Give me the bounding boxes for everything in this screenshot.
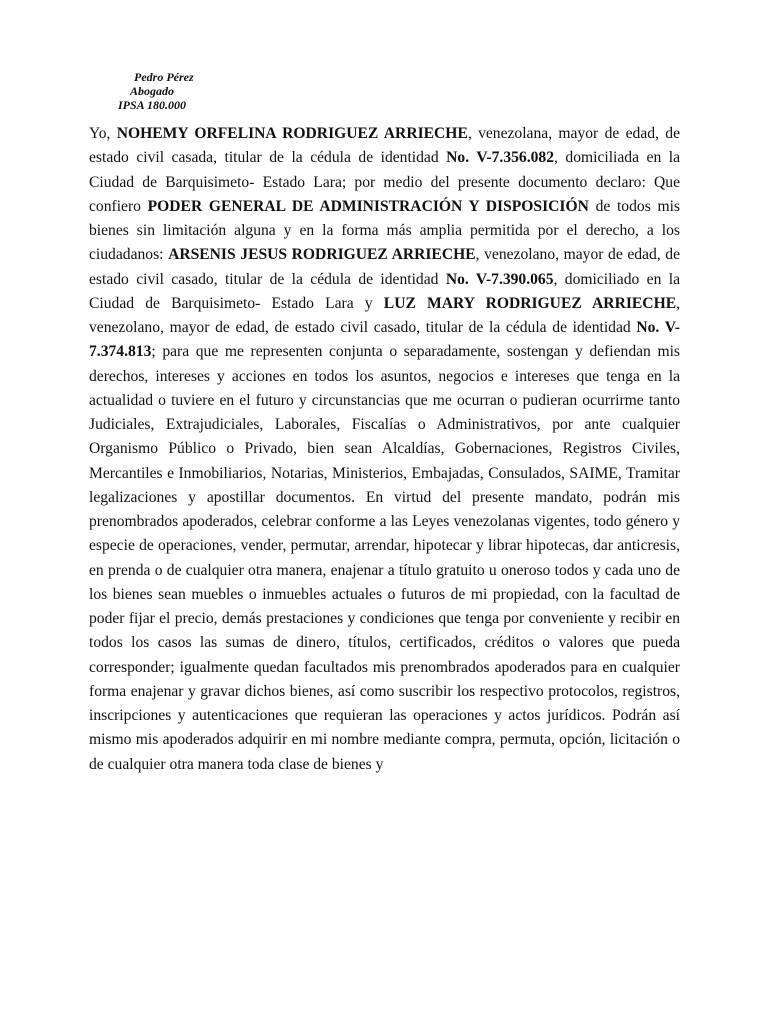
text-run: , venezolano, mayor de edad, de estado civil casado, titular de la cédula de identidad bbox=[89, 294, 681, 336]
text-run: Yo, bbox=[89, 125, 117, 142]
text-run: , domiciliado en la Ciudad de Barquisimeto- Estado Lara y bbox=[89, 270, 680, 312]
bold-text-run: PODER GENERAL DE ADMINISTRACIÓN Y DISPOSICIÓN bbox=[147, 197, 589, 215]
lawyer-ipsa-number: IPSA 180.000 bbox=[118, 98, 187, 112]
bold-text-run: No. V-7.374.813 bbox=[89, 319, 680, 361]
text-run: de todos mis bienes sin limitación alguna y en la forma más amplia permitida por el derecho, a los ciudadanos: bbox=[89, 197, 680, 264]
text-run: , domiciliada en la Ciudad de Barquisimeto- Estado Lara; por medio del presente documento declaro: Que confiero bbox=[89, 149, 680, 215]
text-run: , venezolana, mayor de edad, de estado civil casada, titular de la cédula de identidad bbox=[89, 125, 681, 167]
bold-text-run: LUZ MARY RODRIGUEZ ARRIECHE bbox=[383, 294, 677, 312]
text-run: , venezolano, mayor de edad, de estado civil casado, titular de la cédula de identidad bbox=[89, 246, 680, 288]
bold-text-run: ARSENIS JESUS RODRIGUEZ ARRIECHE bbox=[168, 246, 476, 264]
text-run: ; para que me representen conjunta o separadamente, sostengan y defiendan mis derechos, intereses y acciones en todos los asuntos, negocios e intereses que tenga en la actualidad o tuviere en el futuro y circunstancias que me ocurran o pudieran ocurrirme tanto Judiciales, Extrajudiciales, Laborales, Fiscalías o Administrativos, por ante cualquier Organismo Público o Privado, bien sean Alcaldías, Gobernaciones, Registros Civiles, Mercantiles e Inmobiliarios, Notarias, Ministerios, Embajadas, Consulados, SAIME, Tramitar legalizaciones y apostillar documentos. En virtud del presente mandato, podrán mis prenombrados apoderados, celebrar conforme a las Leyes venezolanas vigentes, todo género y especie de operaciones, vender, permutar, arrendar, hipotecar y librar hipotecas, dar anticresis, en prenda o de cualquier otra manera, enajenar a título gratuito u oneroso todos y cada uno de los bienes sean muebles o inmuebles actuales o futuros de mi propiedad, con la facultad de poder fijar el precio, demás prestaciones y condiciones que tenga por conveniente y recibir en todos los casos las sumas de dinero, títulos, certificados, créditos o valores que pueda corresponder; igualmente quedan facultados mis prenombrados apoderados para en cualquier forma enajenar y gravar dichos bienes, así como suscribir los respectivo protocolos, registros, inscripciones y autenticaciones que requieran las operaciones y actos jurídicos. Podrán así mismo mis apoderados adquirir en mi nombre mediante compra, permuta, opción, licitación o de cualquier otra manera toda clase de bienes y bbox=[89, 343, 680, 773]
letterhead bbox=[118, 70, 194, 112]
power-of-attorney-text bbox=[89, 122, 680, 777]
bold-text-run: No. V-7.390.065 bbox=[445, 270, 554, 288]
bold-text-run: No. V-7.356.082 bbox=[446, 149, 555, 167]
bold-text-run: NOHEMY ORFELINA RODRIGUEZ ARRIECHE bbox=[116, 125, 468, 142]
lawyer-title: Abogado bbox=[130, 84, 175, 98]
lawyer-name: Pedro Pérez bbox=[134, 70, 194, 84]
